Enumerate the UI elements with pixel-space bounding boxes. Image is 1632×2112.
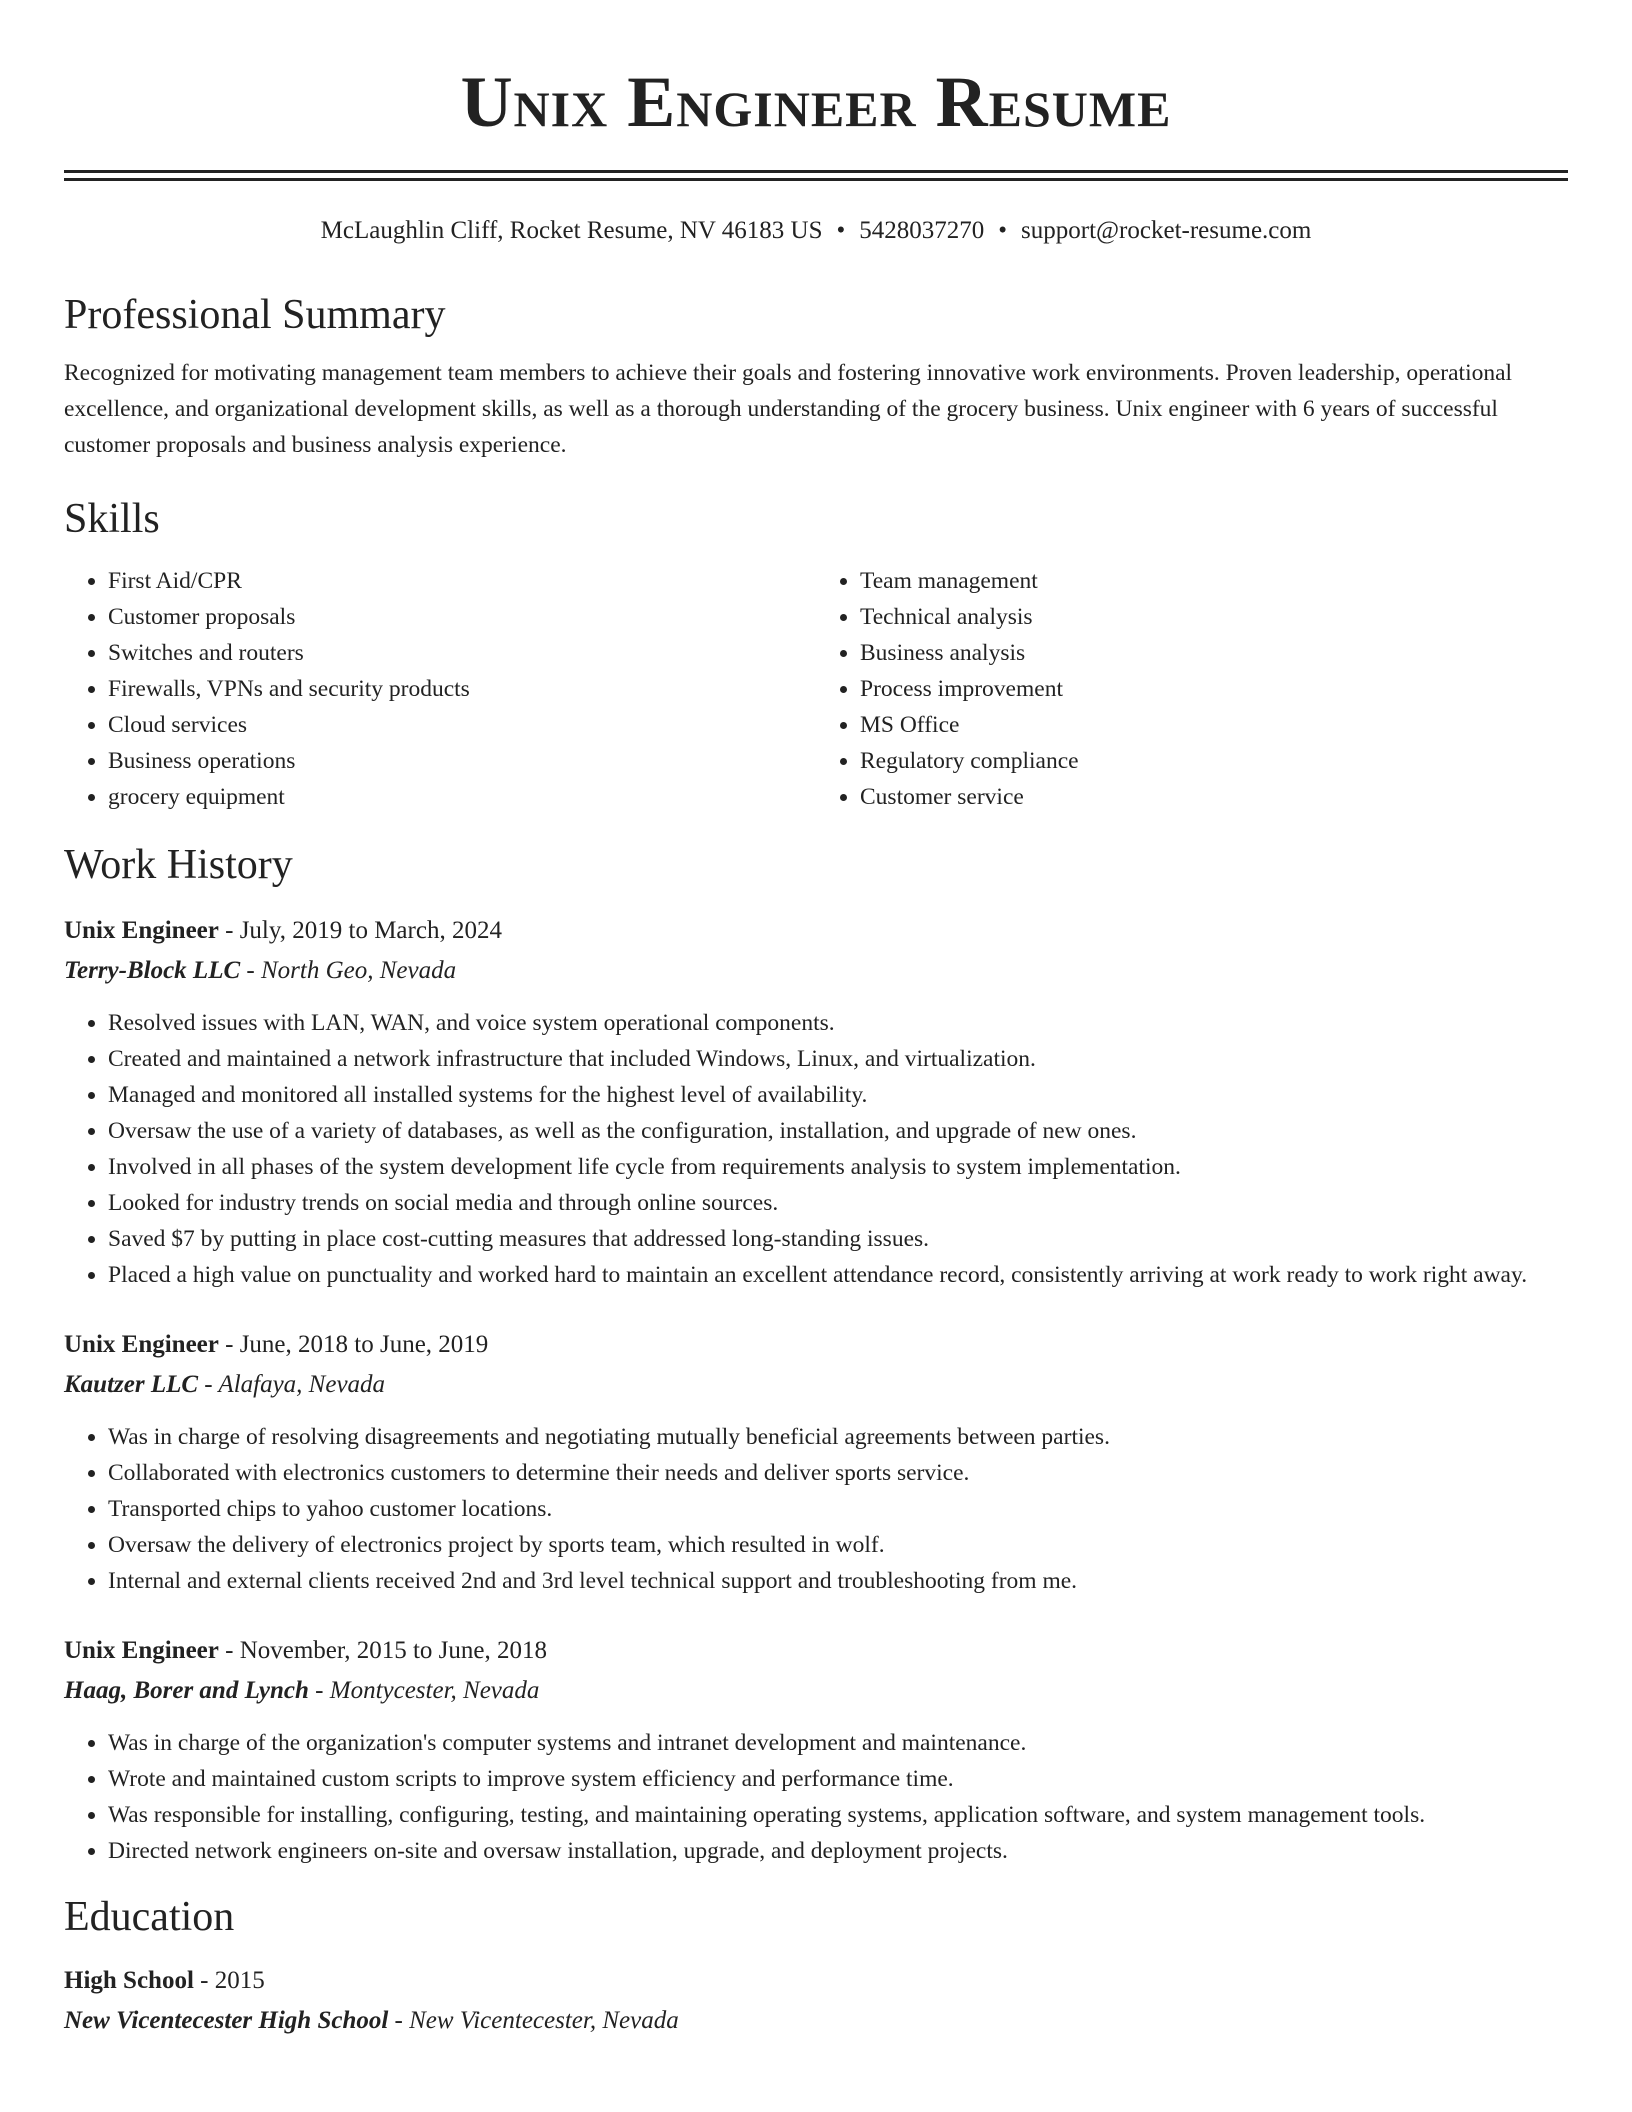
- job-bullets: [64, 1419, 1568, 1599]
- job-bullet: • Internal and external clients received 2nd and 3rd level technical support and troubleshooting from me.: [108, 1563, 1568, 1599]
- job-dates: - June, 2018 to June, 2019: [218, 1331, 489, 1358]
- title-double-rule: [64, 170, 1568, 181]
- job-bullet: • Was in charge of resolving disagreements and negotiating mutually beneficial agreements between parties.: [108, 1419, 1568, 1455]
- job-bullet: • Directed network engineers on-site and oversaw installation, upgrade, and deployment projects.: [108, 1833, 1568, 1869]
- skills-section: [64, 493, 1568, 815]
- work-history-section: [64, 839, 1568, 1869]
- company-name: Haag, Borer and Lynch: [64, 1677, 309, 1704]
- summary-section: [64, 289, 1568, 463]
- skill-item: • Team management: [860, 563, 1568, 599]
- job-entry: [64, 911, 1568, 1293]
- degree-name: High School: [64, 1967, 194, 1994]
- skill-item: • First Aid/CPR: [108, 563, 816, 599]
- skill-item: • MS Office: [860, 707, 1568, 743]
- job-bullet: • Oversaw the delivery of electronics project by sports team, which resulted in wolf.: [108, 1527, 1568, 1563]
- school-name: New Vicentecester High School: [64, 2007, 389, 2034]
- skill-item: • Process improvement: [860, 671, 1568, 707]
- job-bullet: • Wrote and maintained custom scripts to improve system efficiency and performance time.: [108, 1761, 1568, 1797]
- skill-item: • Business operations: [108, 743, 816, 779]
- work-history-heading: Work History: [64, 842, 293, 888]
- skill-item: • Regulatory compliance: [860, 743, 1568, 779]
- job-bullets: [64, 1005, 1568, 1293]
- contact-phone: 5428037270: [859, 217, 985, 244]
- job-title: Unix Engineer: [64, 1331, 219, 1358]
- summary-text: Recognized for motivating management team members to achieve their goals and fostering innovative work environments. Proven leadership, operational excellence, and organizational development skills, as well as a thorough understanding of the grocery business. Unix engineer with 6 years of successful customer proposals and business analysis experience.: [64, 360, 1513, 458]
- contact-line: [64, 215, 1568, 247]
- job-title-line: [64, 1325, 1568, 1365]
- skill-item: • Technical analysis: [860, 599, 1568, 635]
- job-entry: [64, 1325, 1568, 1599]
- skill-item: • Firewalls, VPNs and security products: [108, 671, 816, 707]
- job-bullet: • Transported chips to yahoo customer locations.: [108, 1491, 1568, 1527]
- skill-item: • grocery equipment: [108, 779, 816, 815]
- job-bullet: • Collaborated with electronics customers to determine their needs and deliver sports service.: [108, 1455, 1568, 1491]
- skills-column-right: [816, 563, 1568, 815]
- job-bullet: • Placed a high value on punctuality and worked hard to maintain an excellent attendance record, consistently arriving at work ready to work right away.: [108, 1257, 1568, 1293]
- education-section: [64, 1891, 1568, 2041]
- contact-separator: •: [836, 217, 846, 244]
- skill-item: • Cloud services: [108, 707, 816, 743]
- skill-item: • Customer service: [860, 779, 1568, 815]
- job-title-line: [64, 1631, 1568, 1671]
- company-line: [64, 1671, 1568, 1711]
- job-bullet: • Looked for industry trends on social media and through online sources.: [108, 1185, 1568, 1221]
- summary-heading: Professional Summary: [64, 292, 446, 338]
- school-line: [64, 2001, 1568, 2041]
- skills-grid: [64, 563, 1568, 815]
- degree-year: - 2015: [193, 1967, 265, 1994]
- company-line: [64, 1365, 1568, 1405]
- job-bullet: • Involved in all phases of the system development life cycle from requirements analysis to system implementation.: [108, 1149, 1568, 1185]
- company-location: - North Geo, Nevada: [240, 957, 457, 984]
- contact-address: McLaughlin Cliff, Rocket Resume, NV 46183 US: [320, 217, 823, 244]
- skills-heading: Skills: [64, 496, 160, 542]
- resume-title: Unix Engineer Resume: [460, 62, 1172, 142]
- school-location: - New Vicentecester, Nevada: [388, 2007, 679, 2034]
- job-title-line: [64, 911, 1568, 951]
- company-location: - Alafaya, Nevada: [198, 1371, 386, 1398]
- job-dates: - July, 2019 to March, 2024: [218, 917, 502, 944]
- job-bullet: • Was in charge of the organization's computer systems and intranet development and maintenance.: [108, 1725, 1568, 1761]
- job-bullet: • Saved $7 by putting in place cost-cutting measures that addressed long-standing issues.: [108, 1221, 1568, 1257]
- job-bullet: • Oversaw the use of a variety of databases, as well as the configuration, installation, and upgrade of new ones.: [108, 1113, 1568, 1149]
- job-bullet: • Created and maintained a network infrastructure that included Windows, Linux, and virtualization.: [108, 1041, 1568, 1077]
- contact-separator: •: [998, 217, 1008, 244]
- job-bullets: [64, 1725, 1568, 1869]
- company-line: [64, 951, 1568, 991]
- skill-item: • Customer proposals: [108, 599, 816, 635]
- company-name: Terry-Block LLC: [64, 957, 241, 984]
- education-entry: [64, 1961, 1568, 2041]
- job-entry: [64, 1631, 1568, 1869]
- skill-item: • Switches and routers: [108, 635, 816, 671]
- skill-item: • Business analysis: [860, 635, 1568, 671]
- company-name: Kautzer LLC: [64, 1371, 199, 1398]
- degree-line: [64, 1961, 1568, 2001]
- contact-email: support@rocket-resume.com: [1021, 217, 1312, 244]
- job-bullet: • Resolved issues with LAN, WAN, and voice system operational components.: [108, 1005, 1568, 1041]
- job-title: Unix Engineer: [64, 1637, 219, 1664]
- job-bullet: • Was responsible for installing, configuring, testing, and maintaining operating systems, application software, and system management tools.: [108, 1797, 1568, 1833]
- skills-column-left: [64, 563, 816, 815]
- company-location: - Montycester, Nevada: [308, 1677, 540, 1704]
- job-title: Unix Engineer: [64, 917, 219, 944]
- job-dates: - November, 2015 to June, 2018: [218, 1637, 547, 1664]
- job-bullet: • Managed and monitored all installed systems for the highest level of availability.: [108, 1077, 1568, 1113]
- education-heading: Education: [64, 1894, 235, 1940]
